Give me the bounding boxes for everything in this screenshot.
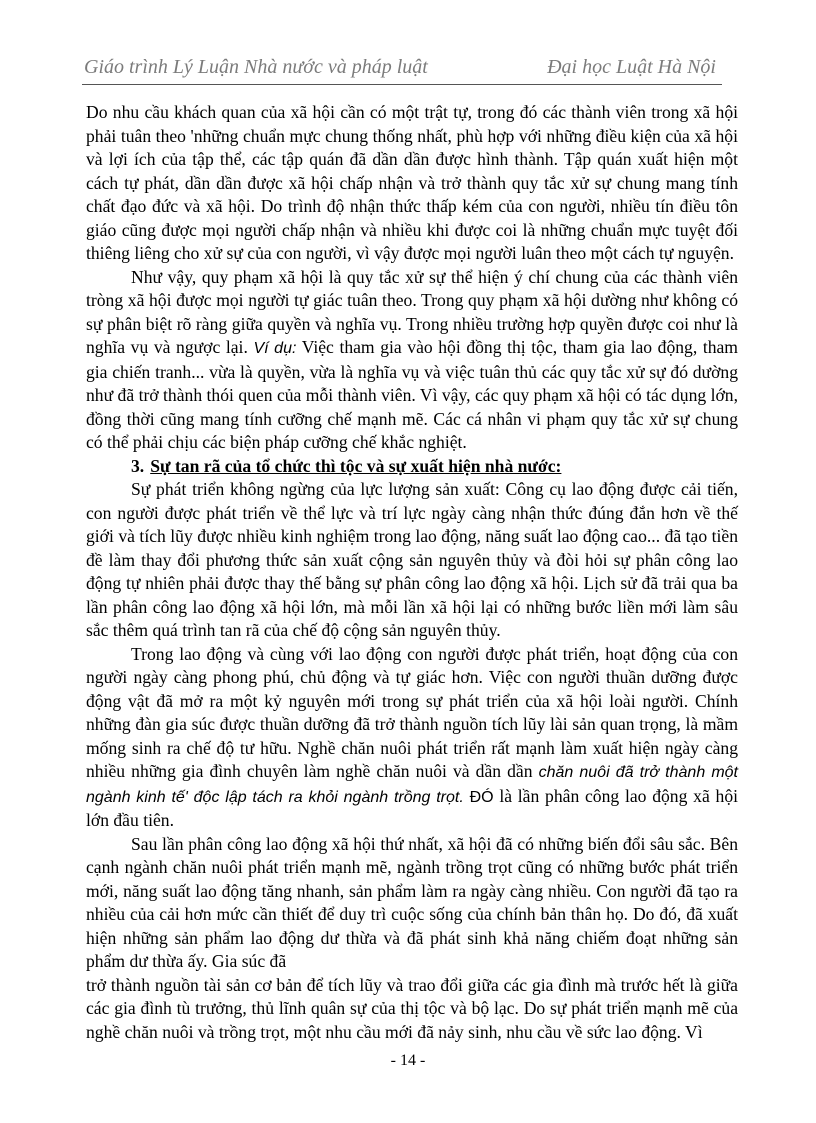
page-number: - 14 -: [390, 1052, 426, 1069]
section-heading: [86, 455, 738, 479]
paragraph-text: Như vậy, quy phạm xã hội là quy tắc xử sự thể hiện ý chí chung của các thành viên tròng xã hội được mọi người tự giác tuân theo. Trong quy phạm xã hội dường như không có sự phân biệt rõ ràng giữa quyền và nghĩa vụ. Trong nhiều trường hợp quyền được coi như là nghĩa vụ và ngược lại.: [86, 266, 738, 357]
paragraph-text: Việc tham gia vào hội đồng thị tộc, tham gia lao động, tham gia chiến tranh... vừa là quyền, vừa là nghĩa vụ và việc tuân thủ các quy tắc xử sự đó dường như đã trở thành thói quen của mỗi thành viên. Vì vậy, các quy phạm xã hội có tác dụng lớn, đồng thời cũng mang tính cưỡng chế mạnh mẽ. Các cá nhân vi phạm quy tắc xử sự chung có thể phải chịu các biện pháp cưỡng chế khắc nghiệt.: [86, 337, 738, 452]
paragraph: trở thành nguồn tài sản cơ bản để tích lũy và trao đổi giữa các gia đình mà trước hết là giữa các gia đình tù trưởng, thủ lĩnh quân sự của thị tộc và bộ lạc. Do sự phát triển mạnh mẽ của nghề chăn nuôi và trồng trọt, một nhu cầu mới đã nảy sinh, nhu cầu về sức lao động. Vì: [86, 974, 738, 1042]
body-text: [86, 101, 738, 1044]
header-divider: [82, 84, 722, 85]
example-label: Ví dụ:: [253, 340, 297, 357]
paragraph: Do nhu cầu khách quan của xã hội cần có một trật tự, trong đó các thành viên trong xã hội phải tuân theo 'những chuẩn mực chung thống nhất, phù hợp với những điều kiện của xã hội và lợi ích của tập thể, các tập quán đã dần dần được hình thành. Tập quán xuất hiện một cách tự phát, dần dần được xã hội chấp nhận và trở thành quy tắc xử sự chung mang tính chất đạo đức và xã hội. Do trình độ nhận thức thấp kém của con người, nhiều tín điều tôn giáo cũng được mọi người chấp nhận và nhiều khi được coi là những chuẩn mực tuyệt đối thiêng liêng cho xử sự của con người, vì vậy được mọi người luân theo một cách tự nguyện.: [86, 102, 738, 263]
paragraph: [86, 266, 738, 455]
header-university: Đại học Luật Hà Nội: [547, 56, 716, 78]
header-book-title: Giáo trình Lý Luận Nhà nước và pháp luật: [84, 56, 428, 78]
paragraph-text: ĐÓ: [469, 788, 494, 806]
section-number: 3.: [131, 455, 145, 476]
emphasis-text: chăn nuôi đã trở thành một ngành kinh tế' độc lập tách ra khỏi ngành trồng trọt.: [86, 764, 738, 806]
running-header: [82, 56, 722, 82]
paragraph-text: Trong lao động và cùng với lao động con người được phát triển, hoạt động của con người ngày càng phong phú, chủ động và tự giác hơn. Việc con người thuần dưỡng được động vật đã mở ra một kỷ nguyên mới trong sự phát triển của xã hội loài người. Chính những đàn gia súc được thuần dưỡng đã trở thành nguồn tích lũy lài sản quan trọng, là mầm mống sinh ra chế độ tư hữu. Nghề chăn nuôi phát triển rất mạnh làm xuất hiện ngày càng nhiều những gia đình chuyên làm nghề chăn nuôi và dần dần: [86, 643, 738, 781]
paragraph: Sự phát triển không ngừng của lực lượng sản xuất: Công cụ lao động được cải tiến, con người được phát triển về thể lực và trí lực ngày càng nhận thức đúng đắn hơn về thế giới và tích lũy được nhiều kinh nghiệm trong lao động, năng suất lao động cao... đã tạo tiền đề làm thay đổi phương thức sản xuất cộng sản nguyên thủy và đòi hỏi sự phân công lao động tự nhiên phải được thay thế bằng sự phân công lao động xã hội. Lịch sử đã trải qua ba lần phân công lao động xã hội lớn, mà mỗi lần xã hội lại có những bước liền mới làm sâu sắc thêm quá trình tan rã của chế độ cộng sản nguyên thủy.: [86, 479, 738, 640]
section-title: Sự tan rã của tổ chức thì tộc và sự xuất hiện nhà nước:: [150, 455, 562, 476]
paragraph: [86, 643, 738, 833]
paragraph: Sau lần phân công lao động xã hội thứ nhất, xã hội đã có những biến đổi sâu sắc. Bên cạnh ngành chăn nuôi phát triển mạnh mẽ, ngành trồng trọt cũng có những bước phát triển mới, năng suất lao động tăng nhanh, sản phẩm làm ra ngày càng nhiều. Con người đã tạo ra nhiều của cải hơn mức cần thiết để duy trì cuộc sống của chính bản thân họ. Do đó, đã xuất hiện những sản phẩm lao động dư thừa và đã phát sinh khả năng chiếm đoạt những sản phẩm dư thừa ấy. Gia súc đã: [86, 833, 738, 971]
paragraph-text: là lần phân công lao động xã hội lớn đầu tiên.: [86, 785, 738, 830]
